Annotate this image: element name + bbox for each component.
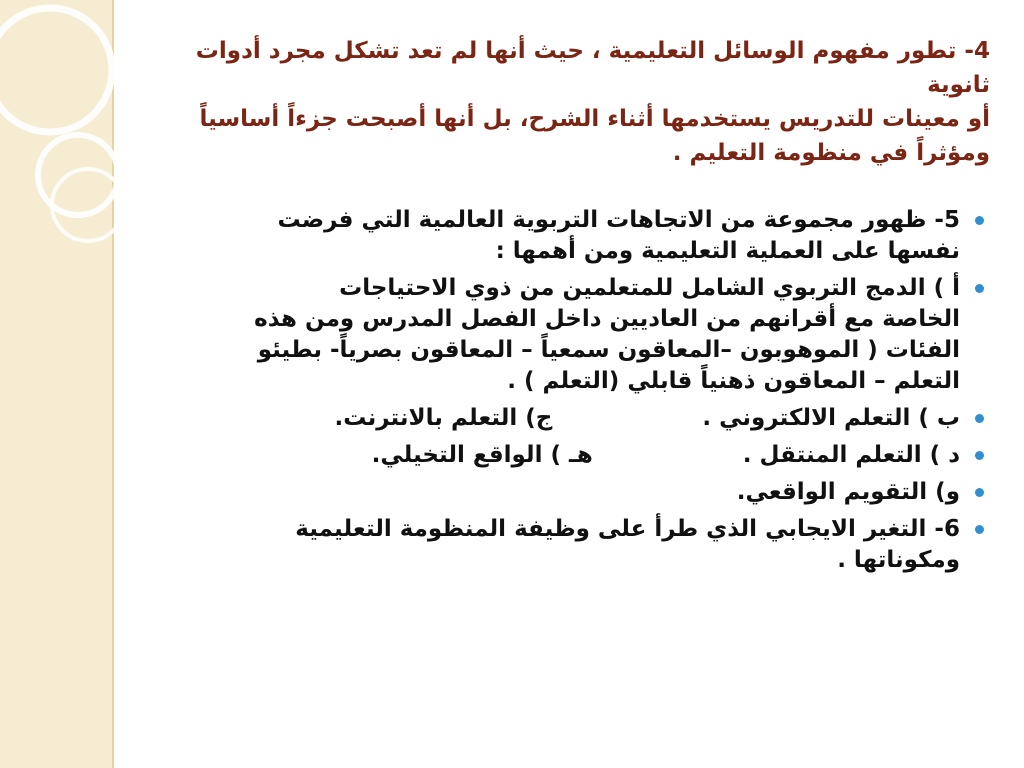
item-line: و) التقويم الواقعي. xyxy=(736,479,960,505)
item-line: 6- التغير الايجابي الذي طرأ على وظيفة المنظومة التعليمية xyxy=(295,516,960,542)
item-part: ج) التعلم بالانترنت. xyxy=(334,405,553,431)
item-line: الخاصة مع أقرانهم من العاديين داخل الفصل المدرس ومن هذه xyxy=(254,306,960,332)
item-line xyxy=(130,403,960,434)
title-line-2: أو معينات للتدريس يستخدمها أثناء الشرح، بل أنها أصبحت جزءاً أساسياً xyxy=(199,106,990,132)
bullet-dot-icon xyxy=(975,284,984,293)
item-line: أ ) الدمج التربوي الشامل للمتعلمين من ذوي الاحتياجات xyxy=(339,275,960,301)
list-item xyxy=(130,273,990,397)
bullet-dot-icon xyxy=(975,216,984,225)
item-line: الفئات ( الموهوبون –المعاقون سمعياً – المعاقون بصرياً- بطيئو xyxy=(257,337,960,363)
decorative-circles xyxy=(0,0,130,300)
slide-title xyxy=(130,34,990,170)
list-item xyxy=(130,440,990,471)
list-item xyxy=(130,403,990,434)
item-line: التعلم – المعاقون ذهنياً قابلي (التعلم ) . xyxy=(507,368,960,394)
bullet-dot-icon xyxy=(975,488,984,497)
list-item xyxy=(130,514,990,576)
list-item xyxy=(130,205,990,267)
bullet-dot-icon xyxy=(975,525,984,534)
item-line: 5- ظهور مجموعة من الاتجاهات التربوية العالمية التي فرضت xyxy=(277,207,960,233)
item-part: د ) التعلم المنتقل . xyxy=(742,442,960,468)
deco-circle-large xyxy=(0,8,112,132)
deco-circle-small xyxy=(52,169,124,241)
title-line-1: 4- تطور مفهوم الوسائل التعليمية ، حيث أنها لم تعد تشكل مجرد أدوات ثانوية xyxy=(195,38,990,98)
title-line-3: ومؤثراً في منظومة التعليم . xyxy=(672,140,990,166)
item-part: هـ ) الواقع التخيلي. xyxy=(371,442,593,468)
item-line: نفسها على العملية التعليمية ومن أهمها : xyxy=(495,238,960,264)
item-part: ب ) التعلم الالكتروني . xyxy=(702,405,960,431)
bullet-list xyxy=(130,205,990,582)
item-line xyxy=(130,440,960,471)
bullet-dot-icon xyxy=(975,414,984,423)
item-line: ومكوناتها . xyxy=(837,547,960,573)
list-item xyxy=(130,477,990,508)
bullet-dot-icon xyxy=(975,451,984,460)
